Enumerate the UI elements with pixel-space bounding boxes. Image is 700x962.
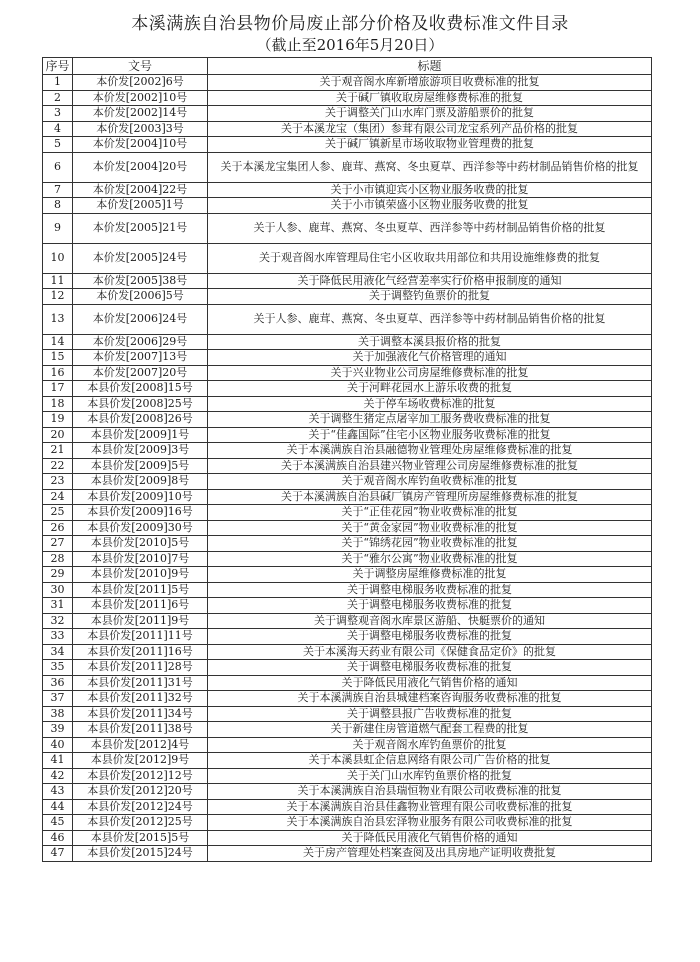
- table-row: [43, 706, 652, 722]
- cell-title: 关于“黄金家园”物业收费标准的批复: [208, 520, 652, 536]
- cell-serial-number: 23: [43, 474, 73, 490]
- cell-title: 关于新建住房管道燃气配套工程费的批复: [208, 722, 652, 738]
- cell-document-number: 本县价发[2012]20号: [73, 784, 208, 800]
- cell-title: 关于“雅尔公寓”物业收费标准的批复: [208, 551, 652, 567]
- cell-document-number: 本县价发[2011]16号: [73, 644, 208, 660]
- cell-document-number: 本县价发[2008]25号: [73, 396, 208, 412]
- cell-document-number: 本县价发[2009]30号: [73, 520, 208, 536]
- cell-serial-number: 31: [43, 598, 73, 614]
- cell-serial-number: 11: [43, 273, 73, 289]
- cell-title: 关于关门山水库钓鱼票价格的批复: [208, 768, 652, 784]
- cell-serial-number: 26: [43, 520, 73, 536]
- cell-document-number: 本县价发[2011]6号: [73, 598, 208, 614]
- table-row: [43, 443, 652, 459]
- table-row: [43, 213, 652, 243]
- table-row: [43, 396, 652, 412]
- cell-title: 关于降低民用液化气经营差率实行价格申报制度的通知: [208, 273, 652, 289]
- cell-document-number: 本县价发[2010]7号: [73, 551, 208, 567]
- cell-serial-number: 14: [43, 334, 73, 350]
- cell-title: 关于调整钓鱼票价的批复: [208, 289, 652, 305]
- cell-title: 关于本溪县虹企信息网络有限公司广告价格的批复: [208, 753, 652, 769]
- cell-title: 关于降低民用液化气销售价格的通知: [208, 675, 652, 691]
- cell-title: 关于人参、鹿茸、燕窝、冬虫夏草、西洋参等中药材制品销售价格的批复: [208, 213, 652, 243]
- table-row: [43, 846, 652, 862]
- table-row: [43, 412, 652, 428]
- table-row: [43, 182, 652, 198]
- table-row: [43, 474, 652, 490]
- table-row: [43, 304, 652, 334]
- cell-serial-number: 8: [43, 198, 73, 214]
- cell-serial-number: 29: [43, 567, 73, 583]
- cell-document-number: 本县价发[2011]32号: [73, 691, 208, 707]
- cell-serial-number: 13: [43, 304, 73, 334]
- table-row: [43, 427, 652, 443]
- cell-document-number: 本县价发[2010]9号: [73, 567, 208, 583]
- cell-title: 关于本溪龙宝（集团）参茸有限公司龙宝系列产品价格的批复: [208, 121, 652, 137]
- cell-title: 关于调整房屋维修费标准的批复: [208, 567, 652, 583]
- cell-document-number: 本价发[2005]24号: [73, 243, 208, 273]
- header-serial-number: 序号: [43, 58, 73, 75]
- cell-document-number: 本县价发[2008]15号: [73, 381, 208, 397]
- table-row: [43, 691, 652, 707]
- cell-document-number: 本县价发[2009]5号: [73, 458, 208, 474]
- cell-document-number: 本价发[2004]20号: [73, 152, 208, 182]
- cell-serial-number: 22: [43, 458, 73, 474]
- cell-serial-number: 47: [43, 846, 73, 862]
- document-title: 本溪满族自治县物价局废止部分价格及收费标准文件目录: [131, 14, 569, 34]
- cell-document-number: 本县价发[2015]24号: [73, 846, 208, 862]
- cell-title: 关于本溪满族自治县融德物业管理处房屋维修费标准的批复: [208, 443, 652, 459]
- header-document-number: 文号: [73, 58, 208, 75]
- cell-title: 关于本溪满族自治县宏泽物业服务有限公司收费标准的批复: [208, 815, 652, 831]
- cell-title: 关于调整电梯服务收费标准的批复: [208, 582, 652, 598]
- table-row: [43, 121, 652, 137]
- cell-serial-number: 39: [43, 722, 73, 738]
- table-row: [43, 722, 652, 738]
- table-row: [43, 768, 652, 784]
- cell-serial-number: 17: [43, 381, 73, 397]
- table-row: [43, 644, 652, 660]
- cell-document-number: 本县价发[2009]1号: [73, 427, 208, 443]
- table-row: [43, 243, 652, 273]
- cell-serial-number: 3: [43, 106, 73, 122]
- cell-serial-number: 30: [43, 582, 73, 598]
- cell-title: 关于人参、鹿茸、燕窝、冬虫夏草、西洋参等中药材制品销售价格的批复: [208, 304, 652, 334]
- cell-document-number: 本县价发[2009]16号: [73, 505, 208, 521]
- table-row: [43, 106, 652, 122]
- cell-document-number: 本价发[2003]3号: [73, 121, 208, 137]
- cell-serial-number: 12: [43, 289, 73, 305]
- cell-title: 关于调整关门山水库门票及游船票价的批复: [208, 106, 652, 122]
- cell-serial-number: 20: [43, 427, 73, 443]
- cell-document-number: 本价发[2007]13号: [73, 350, 208, 366]
- table-row: [43, 273, 652, 289]
- cell-title: 关于本溪满族自治县瑞恒物业有限公司收费标准的批复: [208, 784, 652, 800]
- cell-document-number: 本县价发[2008]26号: [73, 412, 208, 428]
- cell-title: 关于碱厂镇收取房屋维修费标准的批复: [208, 90, 652, 106]
- cell-document-number: 本县价发[2015]5号: [73, 830, 208, 846]
- cell-serial-number: 19: [43, 412, 73, 428]
- cell-document-number: 本县价发[2012]9号: [73, 753, 208, 769]
- cell-serial-number: 41: [43, 753, 73, 769]
- cell-serial-number: 10: [43, 243, 73, 273]
- cell-document-number: 本价发[2006]24号: [73, 304, 208, 334]
- cell-document-number: 本县价发[2012]12号: [73, 768, 208, 784]
- cell-title: 关于降低民用液化气销售价格的通知: [208, 830, 652, 846]
- cell-title: 关于碱厂镇新星市场收取物业管理费的批复: [208, 137, 652, 153]
- cell-document-number: 本县价发[2011]9号: [73, 613, 208, 629]
- cell-title: 关于观音阁水库新增旅游项目收费标准的批复: [208, 75, 652, 91]
- cell-serial-number: 38: [43, 706, 73, 722]
- cell-title: 关于本溪满族自治县建兴物业管理公司房屋维修费标准的批复: [208, 458, 652, 474]
- cell-serial-number: 21: [43, 443, 73, 459]
- cell-document-number: 本价发[2005]21号: [73, 213, 208, 243]
- cell-title: 关于调整电梯服务收费标准的批复: [208, 660, 652, 676]
- cell-serial-number: 36: [43, 675, 73, 691]
- cell-document-number: 本县价发[2011]11号: [73, 629, 208, 645]
- cell-serial-number: 5: [43, 137, 73, 153]
- cell-document-number: 本县价发[2012]24号: [73, 799, 208, 815]
- table-row: [43, 830, 652, 846]
- cell-serial-number: 40: [43, 737, 73, 753]
- cell-title: 关于观音阁水库管理局住宅小区收取共用部位和共用设施维修费的批复: [208, 243, 652, 273]
- table-row: [43, 551, 652, 567]
- cell-title: 关于调整电梯服务收费标准的批复: [208, 629, 652, 645]
- cell-document-number: 本县价发[2010]5号: [73, 536, 208, 552]
- table-row: [43, 137, 652, 153]
- cell-serial-number: 45: [43, 815, 73, 831]
- cell-document-number: 本县价发[2011]5号: [73, 582, 208, 598]
- table-row: [43, 567, 652, 583]
- cell-document-number: 本县价发[2012]4号: [73, 737, 208, 753]
- cell-title: 关于调整生猪定点屠宰加工服务费收费标准的批复: [208, 412, 652, 428]
- table-row: [43, 613, 652, 629]
- cell-title: 关于停车场收费标准的批复: [208, 396, 652, 412]
- cell-title: 关于本溪满族自治县城建档案咨询服务收费标准的批复: [208, 691, 652, 707]
- table-row: [43, 815, 652, 831]
- cell-document-number: 本价发[2002]14号: [73, 106, 208, 122]
- cell-title: 关于观音阁水库钓鱼票价的批复: [208, 737, 652, 753]
- cell-serial-number: 43: [43, 784, 73, 800]
- cell-title: 关于加强液化气价格管理的通知: [208, 350, 652, 366]
- cell-title: 关于本溪满族自治县碱厂镇房产管理所房屋维修费标准的批复: [208, 489, 652, 505]
- table-row: [43, 536, 652, 552]
- cell-serial-number: 16: [43, 365, 73, 381]
- cell-title: 关于本溪龙宝集团人参、鹿茸、燕窝、冬虫夏草、西洋参等中药材制品销售价格的批复: [208, 152, 652, 182]
- table-row: [43, 582, 652, 598]
- cell-title: 关于本溪满族自治县佳鑫物业管理有限公司收费标准的批复: [208, 799, 652, 815]
- table-body: [43, 75, 652, 862]
- cell-document-number: 本价发[2005]1号: [73, 198, 208, 214]
- table-row: [43, 799, 652, 815]
- cell-serial-number: 4: [43, 121, 73, 137]
- table-row: [43, 289, 652, 305]
- cell-serial-number: 27: [43, 536, 73, 552]
- cell-serial-number: 15: [43, 350, 73, 366]
- table-row: [43, 381, 652, 397]
- cell-document-number: 本县价发[2011]31号: [73, 675, 208, 691]
- cell-serial-number: 35: [43, 660, 73, 676]
- cell-document-number: 本价发[2006]29号: [73, 334, 208, 350]
- table-row: [43, 753, 652, 769]
- cell-serial-number: 2: [43, 90, 73, 106]
- cell-document-number: 本县价发[2011]34号: [73, 706, 208, 722]
- table-row: [43, 660, 652, 676]
- cell-title: 关于调整县报广告收费标准的批复: [208, 706, 652, 722]
- cell-serial-number: 37: [43, 691, 73, 707]
- table-row: [43, 365, 652, 381]
- cell-document-number: 本县价发[2012]25号: [73, 815, 208, 831]
- header-title: 标题: [208, 58, 652, 75]
- cell-serial-number: 1: [43, 75, 73, 91]
- table-row: [43, 489, 652, 505]
- cell-serial-number: 9: [43, 213, 73, 243]
- cell-serial-number: 25: [43, 505, 73, 521]
- table-row: [43, 152, 652, 182]
- table-row: [43, 350, 652, 366]
- table-row: [43, 458, 652, 474]
- cell-title: 关于小市镇荣盛小区物业服务收费的批复: [208, 198, 652, 214]
- table-row: [43, 334, 652, 350]
- cell-title: 关于房产管理处档案查阅及出具房地产证明收费批复: [208, 846, 652, 862]
- cell-serial-number: 24: [43, 489, 73, 505]
- cell-document-number: 本县价发[2009]8号: [73, 474, 208, 490]
- table-row: [43, 675, 652, 691]
- table-row: [43, 198, 652, 214]
- document-subtitle: （截止至2016年5月20日）: [256, 36, 444, 54]
- cell-serial-number: 18: [43, 396, 73, 412]
- table-row: [43, 90, 652, 106]
- cell-serial-number: 44: [43, 799, 73, 815]
- cell-serial-number: 42: [43, 768, 73, 784]
- cell-document-number: 本县价发[2009]3号: [73, 443, 208, 459]
- cell-title: 关于调整观音阁水库景区游船、快艇票价的通知: [208, 613, 652, 629]
- cell-title: 关于调整本溪县报价格的批复: [208, 334, 652, 350]
- cell-title: 关于“锦绣花园”物业收费标准的批复: [208, 536, 652, 552]
- cell-document-number: 本县价发[2011]28号: [73, 660, 208, 676]
- cell-document-number: 本县价发[2011]38号: [73, 722, 208, 738]
- cell-title: 关于小市镇迎宾小区物业服务收费的批复: [208, 182, 652, 198]
- cell-document-number: 本价发[2004]22号: [73, 182, 208, 198]
- cell-title: 关于“佳鑫国际”住宅小区物业服务收费标准的批复: [208, 427, 652, 443]
- cell-title: 关于河畔花园水上游乐收费的批复: [208, 381, 652, 397]
- cell-serial-number: 28: [43, 551, 73, 567]
- table-row: [43, 505, 652, 521]
- table-row: [43, 629, 652, 645]
- table-row: [43, 784, 652, 800]
- cell-document-number: 本价发[2006]5号: [73, 289, 208, 305]
- cell-serial-number: 46: [43, 830, 73, 846]
- cell-serial-number: 34: [43, 644, 73, 660]
- cell-title: 关于“正佳花园”物业收费标准的批复: [208, 505, 652, 521]
- cell-document-number: 本县价发[2009]10号: [73, 489, 208, 505]
- cell-document-number: 本价发[2004]10号: [73, 137, 208, 153]
- table-header-row: [43, 58, 652, 75]
- cell-document-number: 本价发[2005]38号: [73, 273, 208, 289]
- cell-serial-number: 6: [43, 152, 73, 182]
- cell-document-number: 本价发[2002]10号: [73, 90, 208, 106]
- cell-document-number: 本价发[2002]6号: [73, 75, 208, 91]
- cell-serial-number: 32: [43, 613, 73, 629]
- table-row: [43, 598, 652, 614]
- cell-title: 关于调整电梯服务收费标准的批复: [208, 598, 652, 614]
- table-row: [43, 737, 652, 753]
- table-row: [43, 75, 652, 91]
- catalog-table: [42, 57, 652, 862]
- cell-title: 关于观音阁水库钓鱼收费标准的批复: [208, 474, 652, 490]
- cell-serial-number: 33: [43, 629, 73, 645]
- cell-title: 关于本溪海天药业有限公司《保健食品定价》的批复: [208, 644, 652, 660]
- cell-document-number: 本价发[2007]20号: [73, 365, 208, 381]
- cell-serial-number: 7: [43, 182, 73, 198]
- cell-title: 关于兴业物业公司房屋维修费标准的批复: [208, 365, 652, 381]
- table-row: [43, 520, 652, 536]
